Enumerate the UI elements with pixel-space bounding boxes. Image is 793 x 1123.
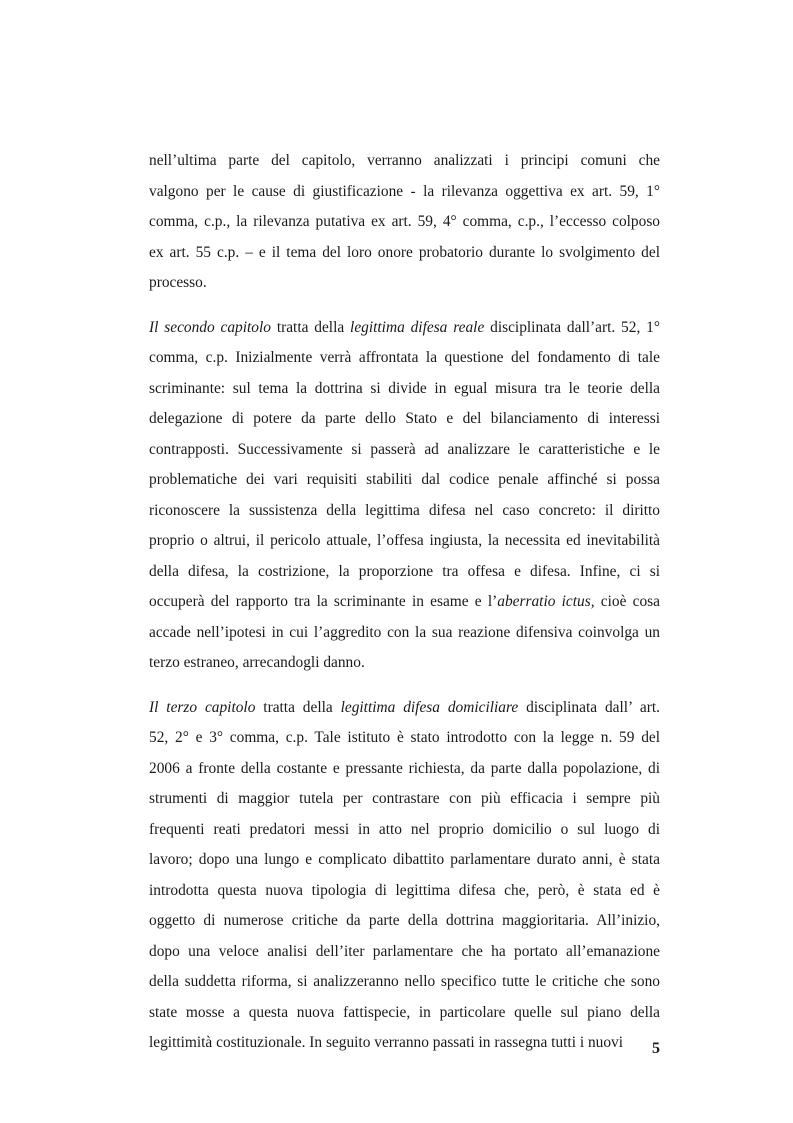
text-line (149, 435, 660, 466)
text-line (149, 496, 660, 527)
text-line (149, 465, 660, 496)
text-segment: disciplinata dall’art. 52, 1° (484, 318, 660, 336)
text-line (149, 268, 660, 299)
text-segment: tratta della (255, 698, 341, 716)
text-line (149, 967, 660, 998)
text-segment: comma, c.p. Inizialmente verrà affrontata la questione del fondamento di tale (149, 349, 660, 366)
text-line (149, 754, 660, 785)
italic-term: aberratio ictus, (497, 593, 595, 610)
text-line (149, 845, 660, 876)
text-line (149, 238, 660, 269)
text-segment: dopo una veloce analisi dell’iter parlamentare che ha portato all’emanazione (149, 942, 660, 960)
text-line (149, 815, 660, 846)
text-segment: delegazione di potere da parte dello Stato e del bilanciamento di interessi (149, 410, 660, 427)
text-line (149, 146, 660, 177)
text-segment: terzo estraneo, arrecandogli danno. (149, 654, 365, 671)
text-segment: ex art. 55 c.p. – e il tema del loro onore probatorio durante lo svolgimento del (149, 243, 660, 261)
italic-term: Il secondo capitolo (149, 318, 271, 336)
text-line (149, 587, 660, 618)
text-line (149, 404, 660, 435)
body-text (149, 146, 660, 1059)
text-segment: scriminante: sul tema la dottrina si divide in egual misura tra le teorie della (149, 379, 660, 397)
text-segment: introdotta questa nuova tipologia di legittima difesa che, però, è stata ed è (149, 881, 660, 899)
text-line (149, 618, 660, 649)
text-segment: occuperà del rapporto tra la scriminante in esame e l’ (149, 593, 498, 610)
text-segment: disciplinata dall’ art. (518, 698, 660, 716)
text-line (149, 374, 660, 405)
text-line (149, 207, 660, 238)
text-segment: nell’ultima parte del capitolo, verranno analizzati i principi comuni che (149, 152, 660, 169)
paragraph-1 (149, 146, 660, 299)
text-line (149, 1028, 660, 1059)
text-line (149, 784, 660, 815)
text-line (149, 557, 660, 588)
text-line (149, 723, 660, 754)
text-segment: valgono per le cause di giustificazione - la rilevanza oggettiva ex art. 59, 1° (149, 182, 660, 200)
text-line (149, 693, 660, 724)
text-line (149, 906, 660, 937)
text-segment: comma, c.p., la rilevanza putativa ex art. 59, 4° comma, c.p., l’eccesso colposo (149, 213, 660, 230)
text-segment: strumenti di maggior tutela per contrastare con più efficacia i sempre più (149, 790, 660, 807)
text-line (149, 343, 660, 374)
page-number: 5 (652, 1040, 660, 1057)
text-segment: riconoscere la sussistenza della legittima difesa nel caso concreto: il diritto (149, 501, 660, 519)
italic-term: legittima difesa reale (350, 318, 485, 336)
text-segment: 52, 2° e 3° comma, c.p. Tale istituto è stato introdotto con la legge n. 59 del (149, 729, 660, 746)
paragraph-3 (149, 693, 660, 1059)
text-segment: lavoro; dopo una lungo e complicato dibattito parlamentare durato anni, è stata (149, 851, 660, 868)
text-line (149, 876, 660, 907)
text-segment: della difesa, la costrizione, la proporzione tra offesa e difesa. Infine, ci si (149, 562, 660, 580)
text-segment: legittimità costituzionale. In seguito verranno passati in rassegna tutti i nuovi (149, 1034, 624, 1051)
text-line (149, 937, 660, 968)
text-segment: della suddetta riforma, si analizzeranno nello specifico tutte le critiche che sono (149, 973, 660, 990)
text-line (149, 526, 660, 557)
text-segment: contrapposti. Successivamente si passerà ad analizzare le caratteristiche e le (149, 440, 660, 458)
paragraph-2 (149, 313, 660, 679)
text-segment: 2006 a fronte della costante e pressante richiesta, da parte dalla popolazione, di (149, 759, 660, 777)
text-line (149, 998, 660, 1029)
text-segment: processo. (149, 274, 207, 291)
document-page (149, 146, 660, 1073)
text-segment: proprio o altrui, il pericolo attuale, l’offesa ingiusta, la necessita ed inevitabilità (149, 532, 660, 549)
text-segment: cioè cosa (594, 593, 660, 610)
text-segment: frequenti reati predatori messi in atto nel proprio domicilio o sul luogo di (149, 820, 660, 838)
text-line (149, 313, 660, 344)
italic-term: Il terzo capitolo (149, 698, 256, 716)
text-line (149, 177, 660, 208)
text-segment: tratta della (270, 318, 351, 336)
text-segment: oggetto di numerose critiche da parte della dottrina maggioritaria. All’inizio, (149, 912, 660, 929)
text-segment: problematiche dei vari requisiti stabiliti dal codice penale affinché si possa (149, 471, 660, 488)
text-line (149, 648, 660, 679)
text-segment: state mosse a questa nuova fattispecie, in particolare quelle sul piano della (149, 1003, 660, 1021)
italic-term: legittima difesa domiciliare (340, 698, 519, 716)
text-segment: accade nell’ipotesi in cui l’aggredito con la sua reazione difensiva coinvolga un (149, 623, 660, 641)
